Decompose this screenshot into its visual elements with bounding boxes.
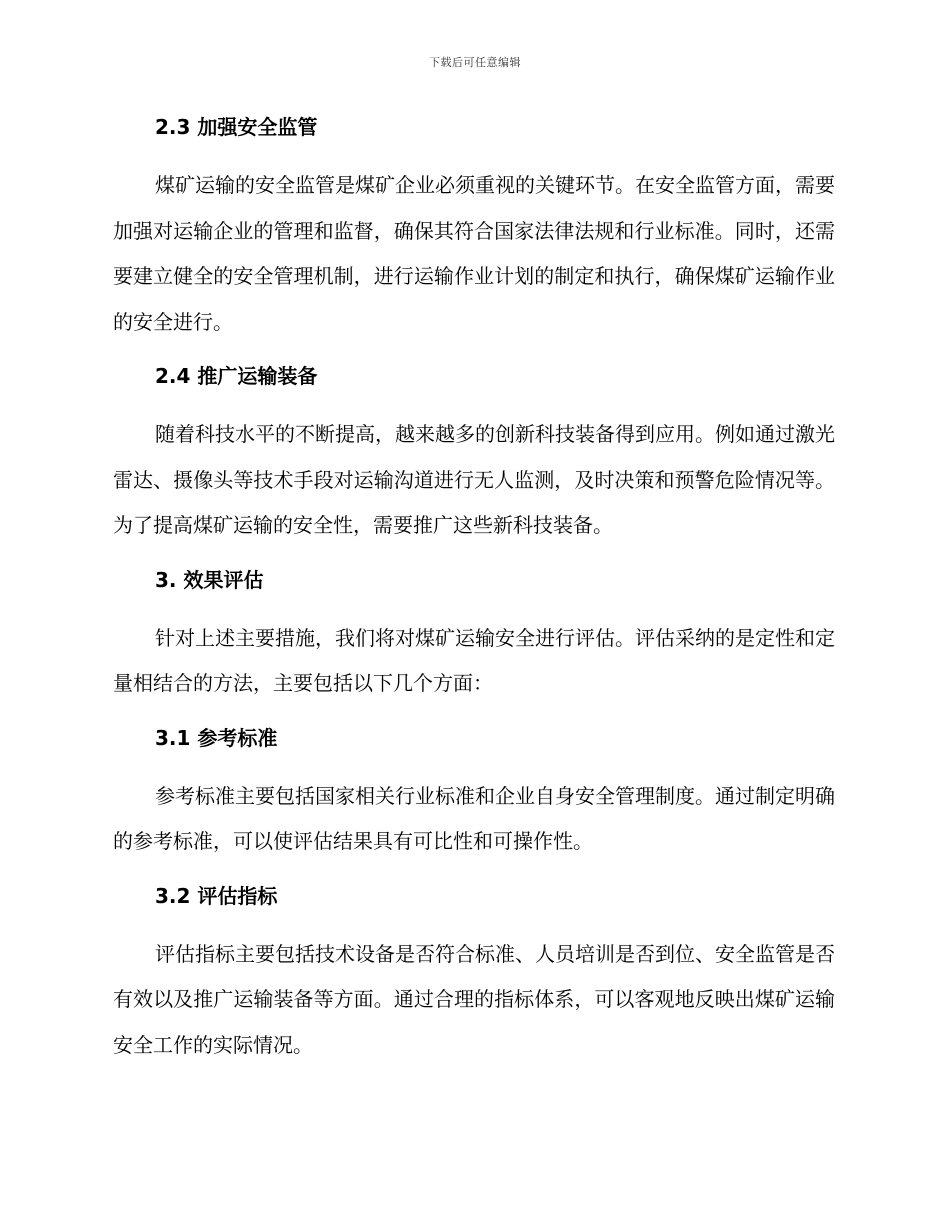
section-heading-3: 3. 效果评估 — [155, 567, 264, 592]
section-paragraph-3: 针对上述主要措施，我们将对煤矿运输安全进行评估。评估采纳的是定性和定量相结合的方法，主要包括以下几个方面： — [113, 625, 835, 695]
document-body — [113, 112, 835, 1068]
section-paragraph-3-1: 参考标准主要包括国家相关行业标准和企业自身安全管理制度。通过制定明确的参考标准，可以使评估结果具有可比性和可操作性。 — [113, 783, 835, 853]
section-heading-3-1: 3.1 参考标准 — [155, 725, 278, 750]
header-note: 下载后可任意编辑 — [429, 56, 521, 69]
section-heading-2-4: 2.4 推广运输装备 — [155, 364, 318, 388]
section-paragraph-2-4: 随着科技水平的不断提高，越来越多的创新科技装备得到应用。例如通过激光雷达、摄像头等技术手段对运输沟道进行无人监测，及时决策和预警危险情况等。为了提高煤矿运输的安全性，需要推广这些新科技装备。 — [113, 422, 835, 537]
section-paragraph-2-3: 煤矿运输的安全监管是煤矿企业必须重视的关键环节。在安全监管方面，需要加强对运输企业的管理和监督，确保其符合国家法律法规和行业标准。同时，还需要建立健全的安全管理机制，进行运输作业计划的制定和执行，确保煤矿运输作业的安全进行。 — [113, 173, 835, 334]
section-heading-2-3: 2.3 加强安全监管 — [155, 115, 318, 139]
section-heading-3-2: 3.2 评估指标 — [155, 883, 278, 908]
section-paragraph-3-2: 评估指标主要包括技术设备是否符合标准、人员培训是否到位、安全监管是否有效以及推广运输装备等方面。通过合理的指标体系，可以客观地反映出煤矿运输安全工作的实际情况。 — [113, 941, 835, 1057]
